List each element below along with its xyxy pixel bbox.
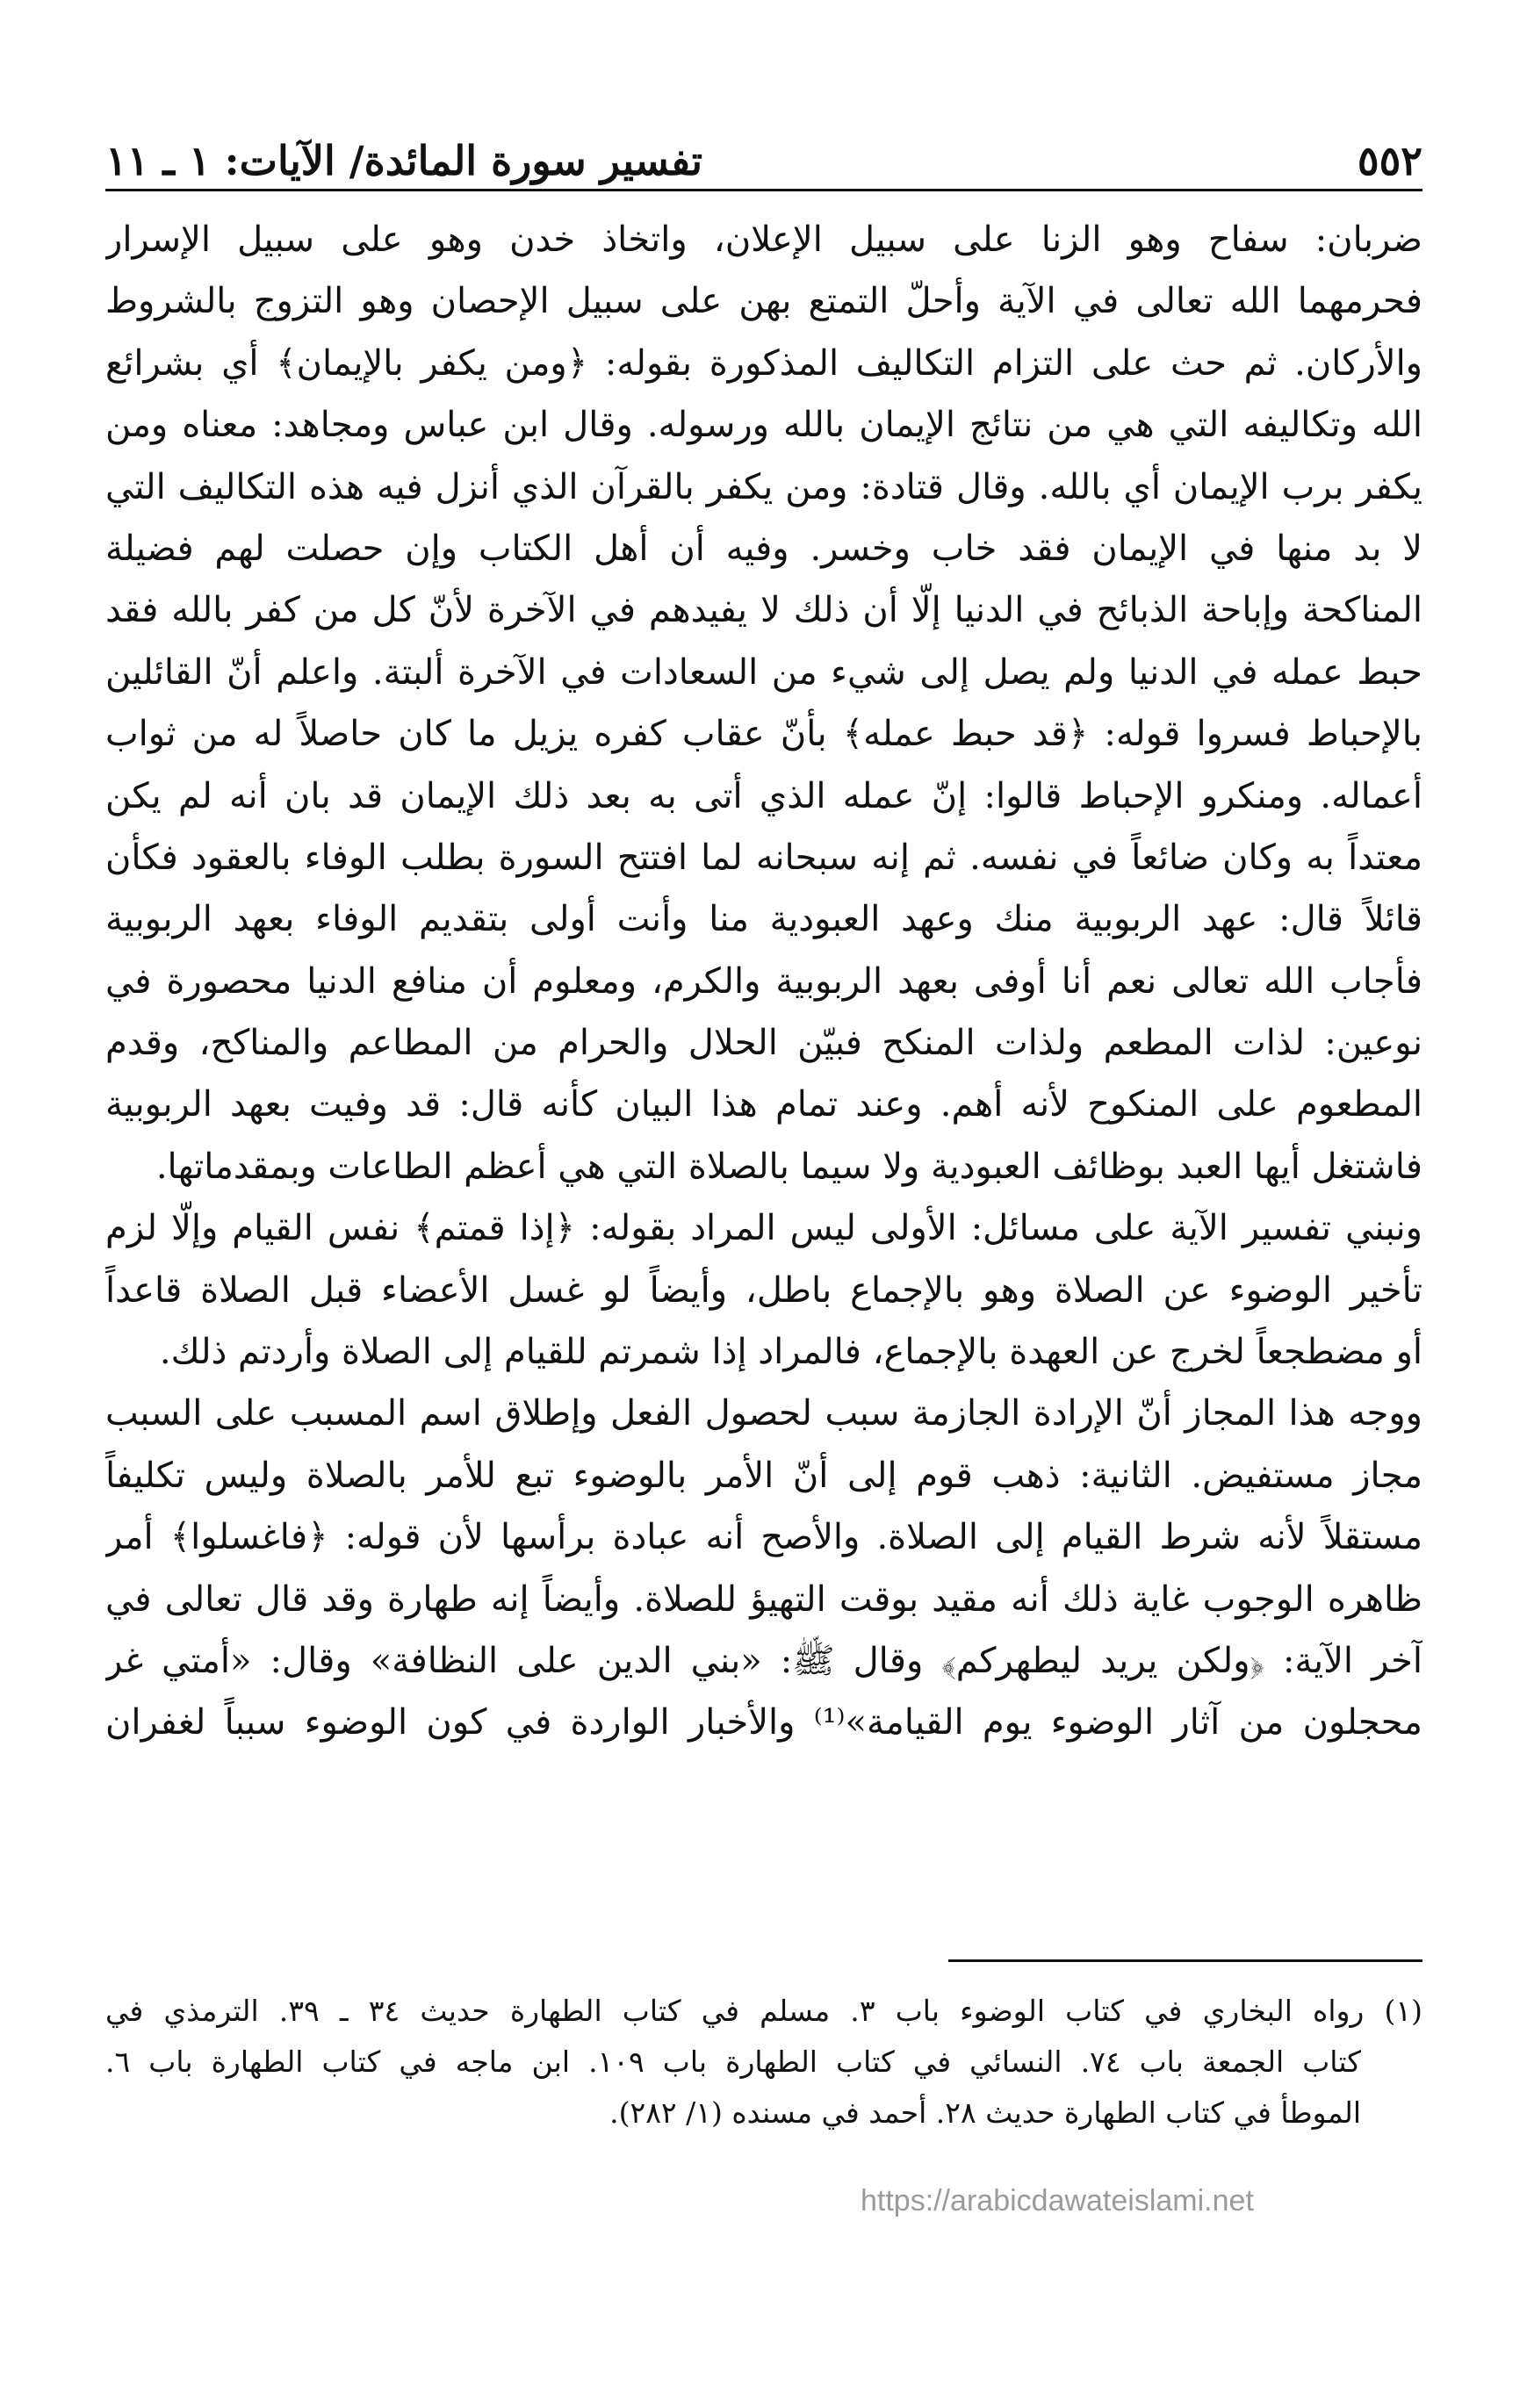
text-line: قائلاً قال: عهد الربوبية منك وعهد العبودية منا وأنت أولى بتقديم الوفاء بعهد الربوبية	[105, 899, 1422, 940]
text-line: فاشتغل أيها العبد بوظائف العبودية ولا سيما بالصلاة التي هي أعظم الطاعات وبمقدماتها.	[155, 1146, 1422, 1187]
text-line: أعماله. ومنكرو الإحباط قالوا: إنّ عمله الذي أتى به بعد ذلك الإيمان قد بان أنه لم يكن	[105, 775, 1422, 816]
text-line: نوعين: لذات المطعم ولذات المنكح فبيّن الحلال والحرام من المطاعم والمناكح، وقدم	[105, 1023, 1422, 1064]
text-line: مستقلاً لأنه شرط القيام إلى الصلاة. والأصح أنه عبادة برأسها لأن قوله: ﴿فاغسلوا﴾ أمر	[105, 1517, 1422, 1558]
body-text	[105, 209, 1422, 1754]
text-line: المناكحة وإباحة الذبائح في الدنيا إلّا أن ذلك لا يفيدهم في الآخرة لأنّ كل من كفر بالله فقد	[105, 590, 1422, 631]
watermark: https://arabicdawateislami.net	[861, 2184, 1254, 2218]
footnotes	[105, 1986, 1422, 2138]
text-line: الله وتكاليفه التي هي من نتائج الإيمان بالله ورسوله. وقال ابن عباس ومجاهد: معناه ومن	[105, 405, 1422, 446]
page-number: ٥٥٢	[1357, 137, 1422, 184]
text-line: لا بد منها في الإيمان فقد خاب وخسر. وفيه أن أهل الكتاب وإن حصلت لهم فضيلة	[105, 528, 1422, 569]
footnote-line: الموطأ في كتاب الطهارة حديث ٢٨. أحمد في مسنده (١/ ٢٨٢).	[609, 2095, 1361, 2130]
text-line: أو مضطجعاً لخرج عن العهدة بالإجماع، فالمراد إذا شمرتم للقيام إلى الصلاة وأردتم ذلك.	[159, 1332, 1422, 1373]
text-line: تأخير الوضوء عن الصلاة وهو بالإجماع باطل، وأيضاً لو غسل الأعضاء قبل الصلاة قاعداً	[105, 1269, 1422, 1311]
text-line: ضربان: سفاح وهو الزنا على سبيل الإعلان، واتخاذ خدن وهو على سبيل الإسرار	[105, 219, 1422, 260]
text-line: المطعوم على المنكوح لأنه أهم. وعند تمام هذا البيان كأنه قال: قد وفيت بعهد الربوبية	[105, 1084, 1422, 1125]
text-line: بالإحباط فسروا قوله: ﴿قد حبط عمله﴾ بأنّ عقاب كفره يزيل ما كان حاصلاً له من ثواب	[105, 714, 1422, 755]
text-line: حبط عمله في الدنيا ولم يصل إلى شيء من السعادات في الآخرة ألبتة. واعلم أنّ القائلين	[105, 651, 1422, 693]
running-title: تفسير سورة المائدة/ الآيات: ١ ـ ١١	[105, 137, 703, 184]
text-line: ووجه هذا المجاز أنّ الإرادة الجازمة سبب لحصول الفعل وإطلاق اسم المسبب على السبب	[105, 1393, 1422, 1434]
text-line: آخر الآية: ﴿ولكن يريد ليطهركم﴾ وقال ﷺ: «بني الدين على النظافة» وقال: «أمتي غر	[105, 1640, 1422, 1681]
running-header	[105, 114, 1422, 184]
header-divider	[105, 189, 1422, 191]
text-line: ونبني تفسير الآية على مسائل: الأولى ليس المراد بقوله: ﴿إذا قمتم﴾ نفس القيام وإلّا لزم	[105, 1208, 1422, 1249]
text-line: معتداً به وكان ضائعاً في نفسه. ثم إنه سبحانه لما افتتح السورة بطلب الوفاء بالعقود فكأن	[105, 837, 1422, 878]
text-line: يكفر برب الإيمان أي بالله. وقال قتادة: ومن يكفر بالقرآن الذي أنزل فيه هذه التكاليف التي	[105, 466, 1422, 507]
text-line: محجلون من آثار الوضوء يوم القيامة»⁽¹⁾ والأخبار الواردة في كون الوضوء سبباً لغفران	[105, 1702, 1422, 1743]
footnote-line: كتاب الجمعة باب ٧٤. النسائي في كتاب الطهارة باب ١٠٩. ابن ماجه في كتاب الطهارة باب ٦.	[105, 2045, 1362, 2079]
text-line: مجاز مستفيض. الثانية: ذهب قوم إلى أنّ الأمر بالوضوء تبع للأمر بالصلاة وليس تكليفاً	[105, 1455, 1422, 1496]
text-line: فأجاب الله تعالى نعم أنا أوفى بعهد الربوبية والكرم، ومعلوم أن منافع الدنيا محصورة في	[105, 960, 1422, 1002]
footnote-divider	[948, 1959, 1422, 1962]
text-line: والأركان. ثم حث على التزام التكاليف المذكورة بقوله: ﴿ومن يكفر بالإيمان﴾ أي بشرائع	[105, 342, 1422, 384]
text-line: ظاهره الوجوب غاية ذلك أنه مقيد بوقت التهيؤ للصلاة. وأيضاً إنه طهارة وقد قال تعالى في	[105, 1578, 1422, 1620]
footnote-line: (١) رواه البخاري في كتاب الوضوء باب ٣. مسلم في كتاب الطهارة حديث ٣٤ ـ ٣٩. الترمذي في	[105, 1994, 1422, 2028]
text-line: فحرمهما الله تعالى في الآية وأحلّ التمتع بهن على سبيل الإحصان وهو التزوج بالشروط	[105, 281, 1422, 322]
